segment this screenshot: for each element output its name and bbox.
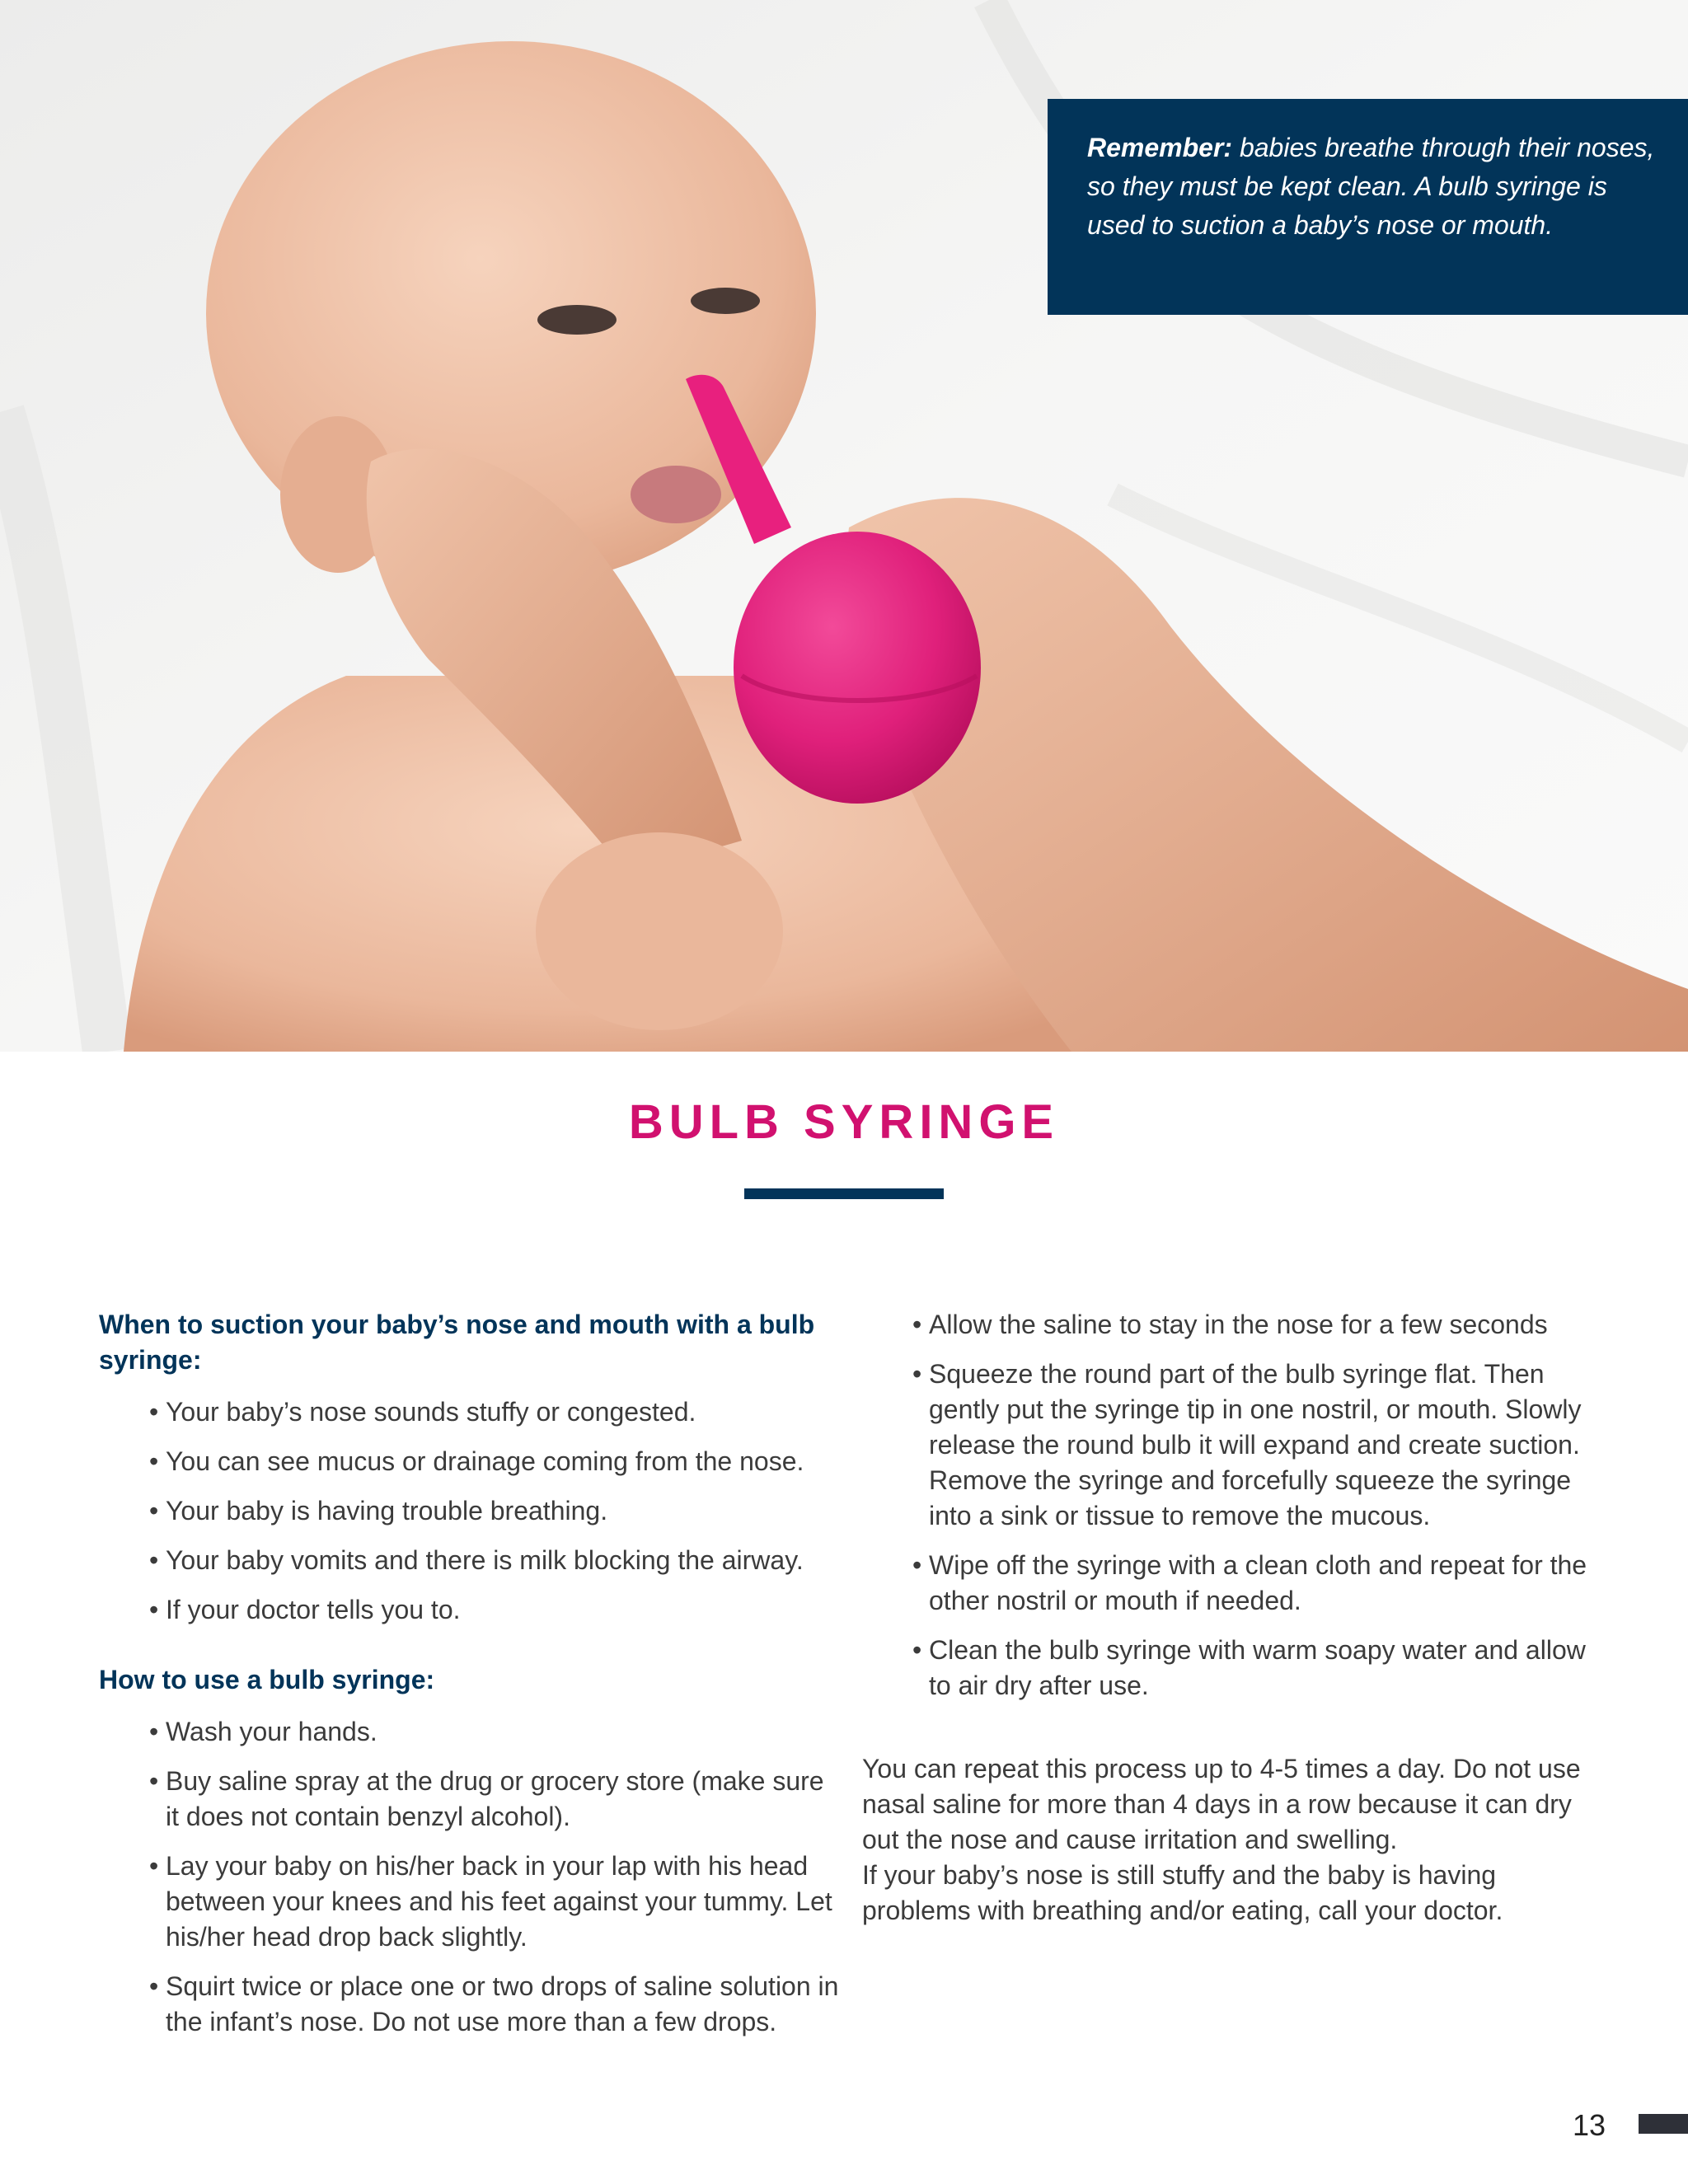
list-item: • Wipe off the syringe with a clean cloth and repeat for the other nostril or mouth if needed. — [862, 1548, 1604, 1619]
page-title: BULB SYRINGE — [628, 1095, 1060, 1149]
left-column — [99, 1307, 841, 2040]
list-item: • Squirt twice or place one or two drops of saline solution in the infant’s nose. Do not use more than a few drops. — [99, 1969, 841, 2040]
callout-text: babies breathe through their noses, so they must be kept clean. A bulb syringe is used to suction a baby’s nose or mouth. — [1087, 133, 1655, 240]
list-item: • Squeeze the round part of the bulb syringe flat. Then gently put the syringe tip in one nostril, or mouth. Slowly release the round bulb it will expand and create suction. Remove the syringe and forcefully squeeze the syringe into a sink or tissue to remove the mucous. — [862, 1357, 1604, 1534]
page-tab-marker — [1639, 2114, 1688, 2134]
when-to-suction-heading: When to suction your baby’s nose and mouth with a bulb syringe: — [99, 1310, 815, 1375]
closing-paragraph — [862, 1751, 1604, 1929]
list-item: • Clean the bulb syringe with warm soapy water and allow to air dry after use. — [862, 1633, 1604, 1704]
how-to-use-list-continued — [862, 1307, 1604, 1704]
list-item: • You can see mucus or drainage coming from the nose. — [99, 1444, 841, 1479]
list-item: • Allow the saline to stay in the nose for a few seconds — [862, 1307, 1604, 1343]
remember-callout — [1048, 99, 1688, 315]
right-column — [862, 1307, 1604, 1929]
call-doctor-text: If your baby’s nose is still stuffy and the baby is having problems with breathing and/or eating, call your doctor. — [862, 1860, 1503, 1925]
list-item: • Lay your baby on his/her back in your lap with his head between your knees and his feet against your tummy. Let his/her head drop back slightly. — [99, 1849, 841, 1955]
title-underline — [744, 1188, 944, 1199]
callout-label: Remember: — [1087, 133, 1233, 162]
how-to-use-heading: How to use a bulb syringe: — [99, 1665, 435, 1694]
list-item: • Your baby is having trouble breathing. — [99, 1493, 841, 1529]
list-item: • Wash your hands. — [99, 1714, 841, 1750]
list-item: • Your baby’s nose sounds stuffy or congested. — [99, 1394, 841, 1430]
hero-photo — [0, 0, 1688, 1052]
list-item: • Your baby vomits and there is milk blocking the airway. — [99, 1543, 841, 1578]
list-item: • If your doctor tells you to. — [99, 1592, 841, 1628]
how-to-use-list — [99, 1714, 841, 2040]
when-to-suction-list — [99, 1394, 841, 1628]
page-number: 13 — [1572, 2108, 1606, 2142]
list-item: • Buy saline spray at the drug or grocery store (make sure it does not contain benzyl alcohol). — [99, 1764, 841, 1835]
repeat-process-text: You can repeat this process up to 4-5 times a day. Do not use nasal saline for more than 4 days in a row because it can dry out the nose and cause irritation and swelling. — [862, 1754, 1581, 1854]
